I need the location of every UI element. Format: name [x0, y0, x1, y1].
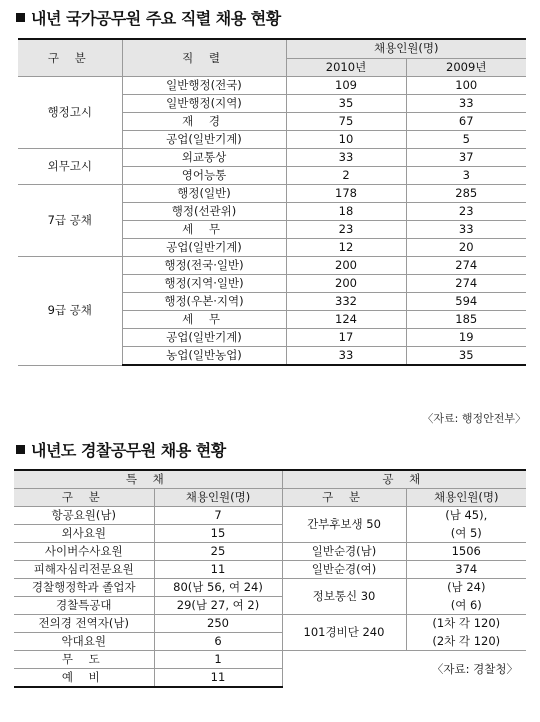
special-name: 사이버수사요원: [14, 543, 154, 561]
table-row: [14, 579, 526, 597]
open-name: 정보통신 30: [282, 579, 406, 615]
header-open: 공 채: [282, 470, 526, 489]
count-2009: 19: [406, 329, 526, 347]
special-count: 250: [154, 615, 282, 633]
count-2010: 200: [286, 275, 406, 293]
header-count: 채용인원(명): [286, 39, 526, 58]
open-name: 간부후보생 50: [282, 507, 406, 543]
count-2010: 17: [286, 329, 406, 347]
special-count: 7: [154, 507, 282, 525]
count-2010: 2: [286, 167, 406, 185]
table-row: [18, 149, 526, 167]
table2-subheader-row: [14, 489, 526, 507]
table1-title-text: 내년 국가공무원 주요 직렬 채용 현황: [31, 9, 281, 28]
open-name: 일반순경(남): [282, 543, 406, 561]
header-2010: 2010년: [286, 58, 406, 77]
table1-title: [16, 6, 281, 29]
count-2009: 274: [406, 275, 526, 293]
table2-header-row: [14, 470, 526, 489]
special-count: 80(남 56, 여 24): [154, 579, 282, 597]
table-row: [14, 543, 526, 561]
job-cell: 일반행정(지역): [122, 95, 286, 113]
table-row: [14, 507, 526, 525]
open-count: (2차 각 120): [406, 633, 526, 651]
open-count: (여 5): [406, 525, 526, 543]
special-name: 경찰행정학과 졸업자: [14, 579, 154, 597]
special-name: 항공요원(남): [14, 507, 154, 525]
count-2009: 33: [406, 95, 526, 113]
special-count: 25: [154, 543, 282, 561]
table-row: [14, 651, 526, 669]
job-cell: 행정(지역·일반): [122, 275, 286, 293]
special-name: 악대요원: [14, 633, 154, 651]
count-2009: 274: [406, 257, 526, 275]
count-2009: 3: [406, 167, 526, 185]
count-2010: 35: [286, 95, 406, 113]
open-count: (남 45),: [406, 507, 526, 525]
count-2009: 23: [406, 203, 526, 221]
job-cell: 공업(일반기계): [122, 239, 286, 257]
table1-header-row: [18, 39, 526, 58]
group-label: 외무고시: [18, 149, 122, 185]
job-cell: 공업(일반기계): [122, 131, 286, 149]
header-job: 직 렬: [122, 39, 286, 77]
job-cell: 행정(선관위): [122, 203, 286, 221]
header-count-left: 채용인원(명): [154, 489, 282, 507]
count-2010: 10: [286, 131, 406, 149]
job-cell: 재 경: [122, 113, 286, 131]
count-2009: 20: [406, 239, 526, 257]
count-2009: 185: [406, 311, 526, 329]
special-count: 1: [154, 651, 282, 669]
job-cell: 공업(일반기계): [122, 329, 286, 347]
count-2010: 200: [286, 257, 406, 275]
header-group: 구 분: [18, 39, 122, 77]
job-cell: 행정(우본·지역): [122, 293, 286, 311]
open-count: 1506: [406, 543, 526, 561]
header-2009: 2009년: [406, 58, 526, 77]
job-cell: 행정(전국·일반): [122, 257, 286, 275]
group-label: 9급 공채: [18, 257, 122, 366]
header-division-right: 구 분: [282, 489, 406, 507]
special-name: 피해자심리전문요원: [14, 561, 154, 579]
header-special: 특 채: [14, 470, 282, 489]
special-count: 6: [154, 633, 282, 651]
table2-source: 〈자료: 경찰청〉: [282, 651, 526, 688]
job-cell: 일반행정(전국): [122, 77, 286, 95]
count-2010: 23: [286, 221, 406, 239]
table-row: [14, 633, 526, 651]
open-name: 101경비단 240: [282, 615, 406, 651]
count-2010: 18: [286, 203, 406, 221]
special-name: 예 비: [14, 669, 154, 688]
special-name: 경찰특공대: [14, 597, 154, 615]
table-row: [18, 257, 526, 275]
count-2009: 594: [406, 293, 526, 311]
count-2009: 5: [406, 131, 526, 149]
count-2009: 67: [406, 113, 526, 131]
table-row: [14, 615, 526, 633]
open-count: (1차 각 120): [406, 615, 526, 633]
header-count-right: 채용인원(명): [406, 489, 526, 507]
count-2010: 12: [286, 239, 406, 257]
table-row: [18, 77, 526, 95]
count-2010: 124: [286, 311, 406, 329]
count-2010: 75: [286, 113, 406, 131]
square-bullet-icon: [16, 445, 25, 454]
open-count: 374: [406, 561, 526, 579]
header-division-left: 구 분: [14, 489, 154, 507]
table2-title: [16, 438, 226, 461]
job-cell: 영어능통: [122, 167, 286, 185]
table-row: [14, 597, 526, 615]
police-recruit-table: [14, 469, 526, 688]
job-cell: 외교통상: [122, 149, 286, 167]
open-name: 일반순경(여): [282, 561, 406, 579]
table-row: [18, 185, 526, 203]
count-2010: 109: [286, 77, 406, 95]
special-name: 전의경 전역자(남): [14, 615, 154, 633]
open-count: (남 24): [406, 579, 526, 597]
square-bullet-icon: [16, 13, 25, 22]
special-count: 29(남 27, 여 2): [154, 597, 282, 615]
count-2010: 33: [286, 347, 406, 366]
count-2010: 178: [286, 185, 406, 203]
count-2010: 33: [286, 149, 406, 167]
job-cell: 농업(일반농업): [122, 347, 286, 366]
special-name: 외사요원: [14, 525, 154, 543]
table-row: [14, 561, 526, 579]
count-2010: 332: [286, 293, 406, 311]
civil-servant-table: [18, 38, 526, 366]
special-count: 15: [154, 525, 282, 543]
table-row: [14, 525, 526, 543]
count-2009: 100: [406, 77, 526, 95]
count-2009: 285: [406, 185, 526, 203]
group-label: 행정고시: [18, 77, 122, 149]
job-cell: 행정(일반): [122, 185, 286, 203]
special-count: 11: [154, 669, 282, 688]
group-label: 7급 공채: [18, 185, 122, 257]
special-count: 11: [154, 561, 282, 579]
job-cell: 세 무: [122, 221, 286, 239]
open-count: (여 6): [406, 597, 526, 615]
count-2009: 35: [406, 347, 526, 366]
count-2009: 33: [406, 221, 526, 239]
table1-source: 〈자료: 행정안전부〉: [422, 412, 526, 425]
job-cell: 세 무: [122, 311, 286, 329]
table2-title-text: 내년도 경찰공무원 채용 현황: [31, 441, 226, 460]
count-2009: 37: [406, 149, 526, 167]
special-name: 무 도: [14, 651, 154, 669]
